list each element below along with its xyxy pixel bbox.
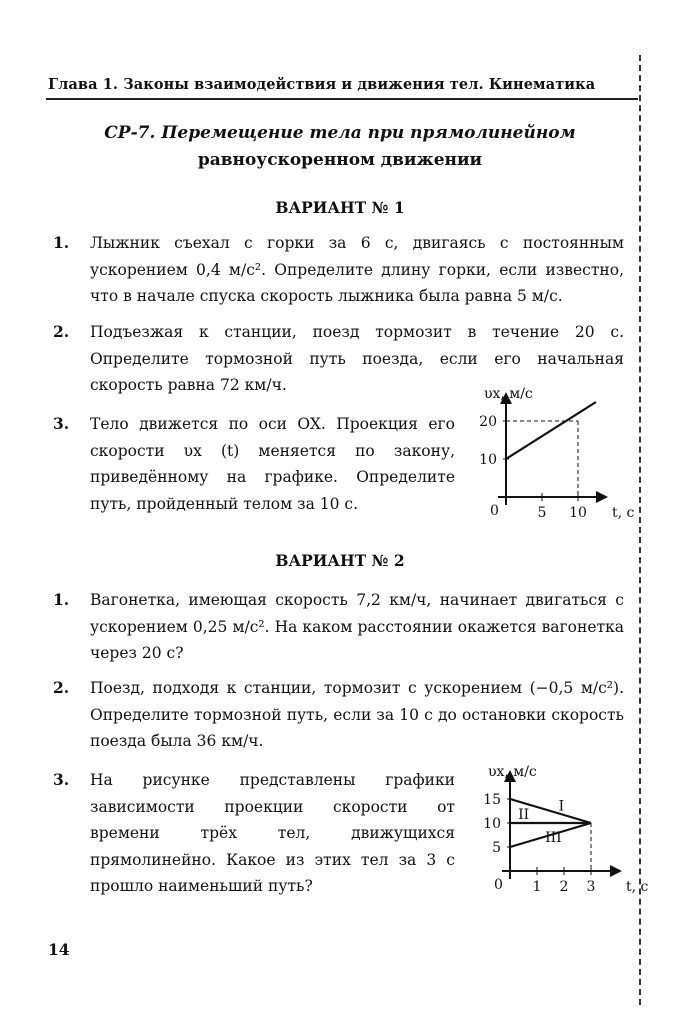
problem-number: 3. <box>53 414 70 433</box>
velocity-graph-2 <box>430 760 650 910</box>
problem-number: 2. <box>53 678 70 697</box>
x-tick-label: 2 <box>559 879 569 895</box>
y-tick-label: 10 <box>483 816 501 832</box>
x-axis-label: t, с <box>612 505 635 521</box>
problem-text: Подъезжая к станции, поезд тормозит в течение 20 с. Определите тормозной путь поезда, если его начальная скорость равна 72 км/ч. <box>90 323 624 394</box>
x-tick-label: 10 <box>569 505 587 521</box>
chapter-header: Глава 1. Законы взаимодействия и движения тел. Кинематика <box>48 76 596 93</box>
variant-1-heading: ВАРИАНТ № 1 <box>275 198 405 217</box>
page-number: 14 <box>48 940 70 959</box>
x-tick-label: 3 <box>586 879 596 895</box>
velocity-line <box>506 402 596 459</box>
problem-text: Вагонетка, имеющая скорость 7,2 км/ч, начинает двигаться с ускорением 0,25 м/с². На каком расстоянии окажется вагонетка через 20 с? <box>90 591 624 662</box>
y-tick-label: 10 <box>479 452 497 468</box>
velocity-graph-1 <box>430 380 635 530</box>
y-axis-label: υx, м/с <box>488 764 537 780</box>
problem-text: На рисунке представлены графики зависимости проекции скорости от времени трёх тел, движущихся прямолинейно. Какое из этих тел за 3 с прошло наименьший путь? <box>90 771 455 895</box>
x-tick-label: 1 <box>532 879 542 895</box>
section-title <box>90 120 590 174</box>
problem-number: 1. <box>53 590 70 609</box>
y-axis-label: υx, м/с <box>484 386 533 402</box>
variant-2-heading: ВАРИАНТ № 2 <box>275 551 405 570</box>
y-tick-label: 5 <box>492 840 501 856</box>
x-axis-label: t, с <box>626 879 649 895</box>
problem-number: 3. <box>53 770 70 789</box>
y-tick-label: 15 <box>483 792 501 808</box>
series-label: I <box>558 798 565 815</box>
problem-text: Тело движется по оси OX. Проекция его скорости υx (t) меняется по закону, приведённому на графике. Определите путь, пройденный телом за 10 с. <box>90 415 455 513</box>
x-axis-arrow <box>596 491 608 503</box>
title-line-2: равноускоренном движении <box>197 150 483 170</box>
x-tick-label: 5 <box>537 505 547 521</box>
origin-label: 0 <box>490 503 499 519</box>
header-rule <box>46 98 638 100</box>
title-line-1: СР-7. Перемещение тела при прямолинейном <box>104 123 576 143</box>
y-tick-label: 20 <box>479 414 497 430</box>
problem-text: Поезд, подходя к станции, тормозит с ускорением (−0,5 м/с²). Определите тормозной путь, если за 10 с до остановки скорость поезда была 36 км/ч. <box>90 679 624 750</box>
series-label: III <box>545 830 562 847</box>
x-axis-arrow <box>610 865 622 877</box>
series-label: II <box>518 807 530 824</box>
problem-number: 1. <box>53 233 70 252</box>
origin-label: 0 <box>494 877 503 893</box>
problem-number: 2. <box>53 322 70 341</box>
problem-text: Лыжник съехал с горки за 6 с, двигаясь с постоянным ускорением 0,4 м/с². Определите длину горки, если известно, что в начале спуска скорость лыжника была равна 5 м/с. <box>90 234 624 305</box>
